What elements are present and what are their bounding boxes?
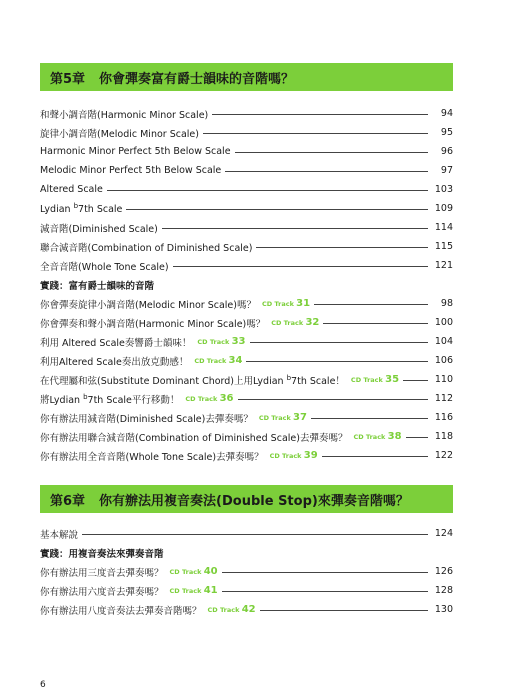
- cd-track-badge: [351, 374, 399, 385]
- section-heading: [40, 543, 453, 562]
- entry-title: 利用Altered Scale奏出放克動感！: [40, 356, 189, 368]
- dot-leader: [82, 534, 428, 535]
- cd-track-label: CD Track: [197, 338, 232, 346]
- cd-track-label: CD Track: [258, 414, 294, 422]
- cd-track-label: CD Track: [271, 319, 306, 327]
- entry-title: 全音音階(Whole Tone Scale): [40, 261, 169, 273]
- chapter-number: 第5章: [50, 71, 86, 87]
- toc-entry[interactable]: [40, 104, 453, 123]
- practice-entry[interactable]: [40, 351, 453, 370]
- dot-leader: [173, 266, 428, 267]
- toc-entry[interactable]: [40, 142, 453, 161]
- practice-entry[interactable]: [40, 294, 453, 313]
- dot-leader: [250, 342, 429, 343]
- cd-track-badge: [185, 393, 233, 404]
- entry-page-number: 106: [434, 355, 453, 366]
- cd-track-badge: [271, 317, 319, 328]
- practice-entry[interactable]: [40, 600, 453, 619]
- entry-page-number: 110: [434, 374, 453, 385]
- chapter-6-header: [40, 485, 453, 513]
- entry-title: 你有辦法用聯合減音階(Combination of Diminished Scale)去彈奏嗎？: [40, 432, 348, 444]
- dot-leader: [222, 591, 428, 592]
- dot-leader: [311, 418, 428, 419]
- entry-title: 基本解說: [40, 529, 79, 541]
- chapter-5-toc: [40, 104, 453, 465]
- entry-page-number: 122: [434, 450, 453, 461]
- toc-entry[interactable]: [40, 524, 453, 543]
- cd-track-badge: [353, 431, 401, 442]
- chapter-5-header: [40, 63, 453, 91]
- cd-track-number: 42: [241, 604, 256, 615]
- chapter-6-toc: [40, 524, 453, 619]
- dot-leader: [222, 572, 428, 573]
- entry-title: 你有辦法用減音階(Diminished Scale)去彈奏嗎？: [40, 413, 253, 425]
- section-title: 實踐：富有爵士韻味的音階: [40, 280, 155, 292]
- dot-leader: [406, 437, 428, 438]
- toc-entry[interactable]: [40, 161, 453, 180]
- entry-page-number: 128: [434, 585, 453, 596]
- cd-track-badge: [197, 336, 245, 347]
- cd-track-label: CD Track: [194, 357, 229, 365]
- practice-entry[interactable]: [40, 581, 453, 600]
- entry-page-number: 124: [434, 528, 453, 539]
- entry-title: 你有辦法用八度音奏法去彈奏音階嗎？: [40, 605, 202, 617]
- cd-track-number: 37: [293, 412, 307, 423]
- cd-track-number: 32: [305, 317, 320, 328]
- practice-entry[interactable]: [40, 389, 453, 408]
- dot-leader: [162, 228, 428, 229]
- cd-track-number: 34: [228, 355, 243, 366]
- dot-leader: [314, 304, 428, 305]
- entry-page-number: 115: [434, 241, 453, 252]
- entry-title: 旋律小調音階(Melodic Minor Scale): [40, 128, 199, 140]
- entry-title-text: 7th Scale平行移動！: [87, 394, 180, 406]
- entry-title: [40, 202, 122, 215]
- cd-track-number: 36: [219, 393, 234, 404]
- entry-page-number: 94: [440, 108, 453, 119]
- practice-entry[interactable]: [40, 408, 453, 427]
- entry-page-number: 114: [434, 222, 453, 233]
- entry-page-number: 130: [434, 604, 453, 615]
- entry-title: Altered Scale: [40, 184, 103, 195]
- entry-page-number: 100: [434, 317, 453, 328]
- toc-entry[interactable]: [40, 199, 453, 218]
- cd-track-badge: [259, 412, 307, 423]
- cd-track-label: CD Track: [169, 568, 204, 576]
- chapter-title: 你有辦法用複音奏法(Double Stop)來彈奏音階嗎？: [99, 493, 409, 509]
- cd-track-badge: [262, 298, 310, 309]
- entry-title: [40, 392, 179, 406]
- cd-track-label: CD Track: [169, 587, 204, 595]
- cd-track-label: CD Track: [350, 376, 386, 384]
- toc-entry[interactable]: [40, 237, 453, 256]
- cd-track-number: 38: [387, 431, 402, 442]
- chapter-number: 第6章: [50, 493, 86, 509]
- dot-leader: [246, 361, 428, 362]
- entry-page-number: 97: [440, 165, 453, 176]
- cd-track-label: CD Track: [353, 433, 388, 441]
- entry-page-number: 126: [434, 566, 453, 577]
- practice-entry[interactable]: [40, 370, 453, 389]
- practice-entry[interactable]: [40, 332, 453, 351]
- entry-title: Melodic Minor Perfect 5th Below Scale: [40, 165, 222, 176]
- entry-title-prefix: 在代理屬和弦(Substitute Dominant Chord)上用Lydian: [40, 375, 287, 387]
- dot-leader: [225, 171, 428, 172]
- cd-track-number: 40: [203, 566, 218, 577]
- dot-leader: [322, 456, 428, 457]
- cd-track-badge: [208, 604, 256, 615]
- entry-title: 和聲小調音階(Harmonic Minor Scale): [40, 109, 209, 121]
- cd-track-label: CD Track: [261, 300, 297, 308]
- entry-title: 利用 Altered Scale奏響爵士韻味！: [40, 337, 192, 349]
- entry-page-number: 96: [440, 146, 453, 157]
- entry-title-prefix: 將Lydian: [40, 394, 84, 406]
- dot-leader: [235, 152, 428, 153]
- flat-symbol: b: [83, 392, 88, 401]
- chapter-title: 你會彈奏富有爵士韻味的音階嗎？: [99, 71, 295, 87]
- entry-title-prefix: Lydian: [40, 204, 74, 216]
- dot-leader: [126, 209, 428, 210]
- toc-entry[interactable]: [40, 256, 453, 275]
- dot-leader: [203, 133, 428, 134]
- cd-track-badge: [194, 355, 242, 366]
- practice-entry[interactable]: [40, 427, 453, 446]
- entry-page-number: 103: [434, 184, 453, 195]
- page-number: 6: [40, 680, 46, 690]
- entry-page-number: 109: [434, 203, 453, 214]
- cd-track-badge: [270, 450, 318, 461]
- cd-track-number: 31: [296, 298, 311, 309]
- entry-page-number: 116: [434, 412, 453, 423]
- practice-entry[interactable]: [40, 562, 453, 581]
- entry-page-number: 104: [434, 336, 453, 347]
- cd-track-number: 39: [303, 450, 318, 461]
- entry-title: 你有辦法用全音音階(Whole Tone Scale)去彈奏嗎？: [40, 451, 264, 463]
- dot-leader: [238, 399, 428, 400]
- toc-entry[interactable]: [40, 180, 453, 199]
- flat-symbol: b: [73, 201, 79, 210]
- dot-leader: [212, 114, 428, 115]
- entry-title: 你會彈奏旋律小調音階(Melodic Minor Scale)嗎？: [40, 299, 256, 311]
- dot-leader: [256, 247, 428, 248]
- cd-track-number: 41: [203, 585, 218, 596]
- entry-title: 你會彈奏和聲小調音階(Harmonic Minor Scale)嗎？: [40, 318, 266, 330]
- cd-track-number: 33: [231, 336, 246, 347]
- cd-track-badge: [170, 585, 218, 596]
- dot-leader: [107, 190, 428, 191]
- section-heading: [40, 275, 453, 294]
- flat-symbol: b: [286, 373, 292, 382]
- cd-track-number: 35: [385, 374, 400, 385]
- entry-title-text: 7th Scale: [78, 204, 123, 216]
- entry-title: Harmonic Minor Perfect 5th Below Scale: [40, 146, 231, 157]
- section-title: 實踐：用複音奏法來彈奏音階: [40, 548, 164, 560]
- toc-entry[interactable]: [40, 218, 453, 237]
- practice-entry[interactable]: [40, 446, 453, 465]
- entry-page-number: 98: [440, 298, 453, 309]
- entry-page-number: 121: [434, 260, 453, 271]
- dot-leader: [323, 323, 428, 324]
- entry-title: 聯合減音階(Combination of Diminished Scale): [40, 242, 253, 254]
- practice-entry[interactable]: [40, 313, 453, 332]
- entry-page-number: 95: [440, 127, 453, 138]
- entry-title: [40, 373, 345, 387]
- entry-title-text: 7th Scale！: [291, 375, 345, 387]
- entry-page-number: 112: [434, 393, 453, 404]
- cd-track-label: CD Track: [207, 606, 242, 614]
- cd-track-label: CD Track: [185, 395, 220, 403]
- entry-title: 你有辦法用六度音去彈奏嗎？: [40, 586, 164, 598]
- cd-track-badge: [170, 566, 218, 577]
- entry-page-number: 118: [434, 431, 453, 442]
- dot-leader: [260, 610, 428, 611]
- entry-title: 你有辦法用三度音去彈奏嗎？: [40, 567, 164, 579]
- cd-track-label: CD Track: [269, 452, 304, 460]
- toc-entry[interactable]: [40, 123, 453, 142]
- entry-title: 減音階(Diminished Scale): [40, 223, 158, 235]
- dot-leader: [403, 380, 428, 381]
